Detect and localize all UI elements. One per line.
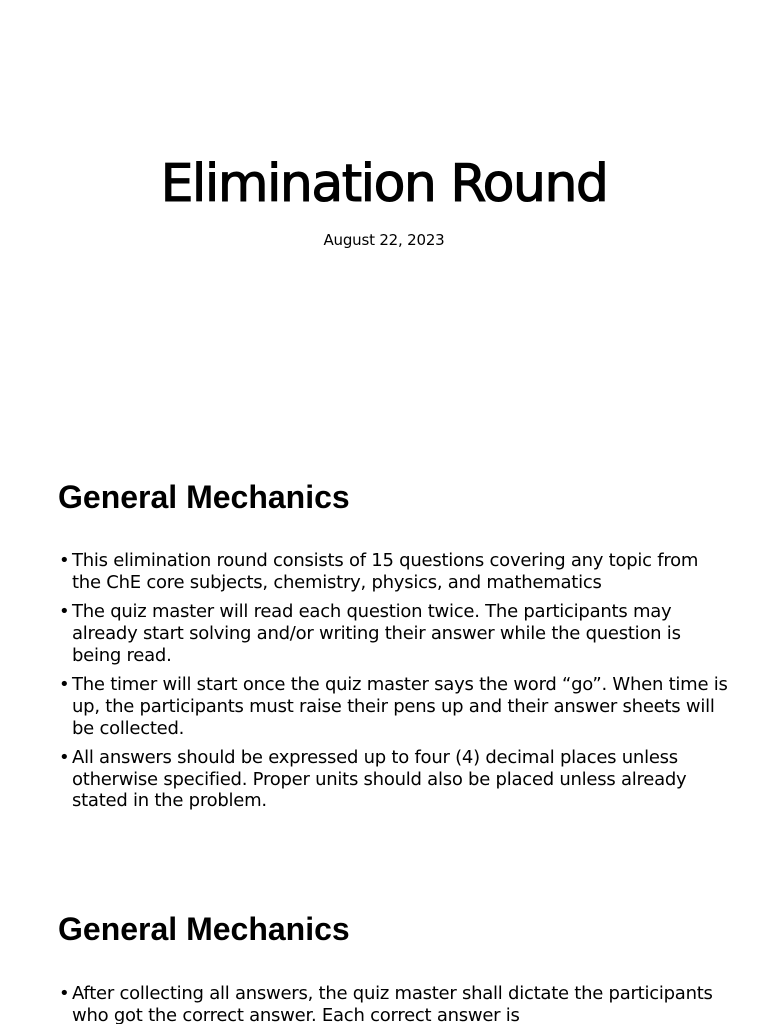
mechanics-slide-1 [0, 434, 768, 866]
section-heading: General Mechanics [58, 479, 350, 515]
title-slide [0, 0, 768, 432]
bullet-text: After collecting all answers, the quiz master shall dictate the participants who got the correct answer. Each correct answer is [72, 983, 713, 1024]
bullet-text: All answers should be expressed up to four (4) decimal places unless otherwise specified. Proper units should also be placed unless already stated in the problem. [72, 746, 687, 812]
list-item [58, 601, 728, 666]
bullet-list [58, 550, 728, 820]
bullet-icon: • [59, 746, 70, 768]
slide-title: Elimination Round [160, 154, 608, 214]
mechanics-slide-2 [0, 868, 768, 1024]
bullet-list [58, 983, 728, 1024]
list-item [58, 747, 728, 812]
section-heading: General Mechanics [58, 911, 350, 947]
bullet-text: The quiz master will read each question twice. The participants may already start solving and/or writing their answer while the question is being read. [72, 601, 681, 666]
bullet-icon: • [59, 550, 70, 571]
slide-date: August 22, 2023 [323, 231, 445, 249]
list-item [58, 550, 728, 594]
bullet-text: This elimination round consists of 15 questions covering any topic from the ChE core subjects, chemistry, physics, and mathematics [72, 550, 699, 593]
bullet-icon: • [59, 601, 70, 623]
list-item [58, 983, 728, 1024]
bullet-text: The timer will start once the quiz master says the word “go”. When time is up, the participants must raise their pens up and their answer sheets will be collected. [72, 673, 728, 739]
bullet-icon: • [59, 983, 70, 1004]
bullet-icon: • [59, 673, 70, 695]
list-item [58, 674, 728, 739]
